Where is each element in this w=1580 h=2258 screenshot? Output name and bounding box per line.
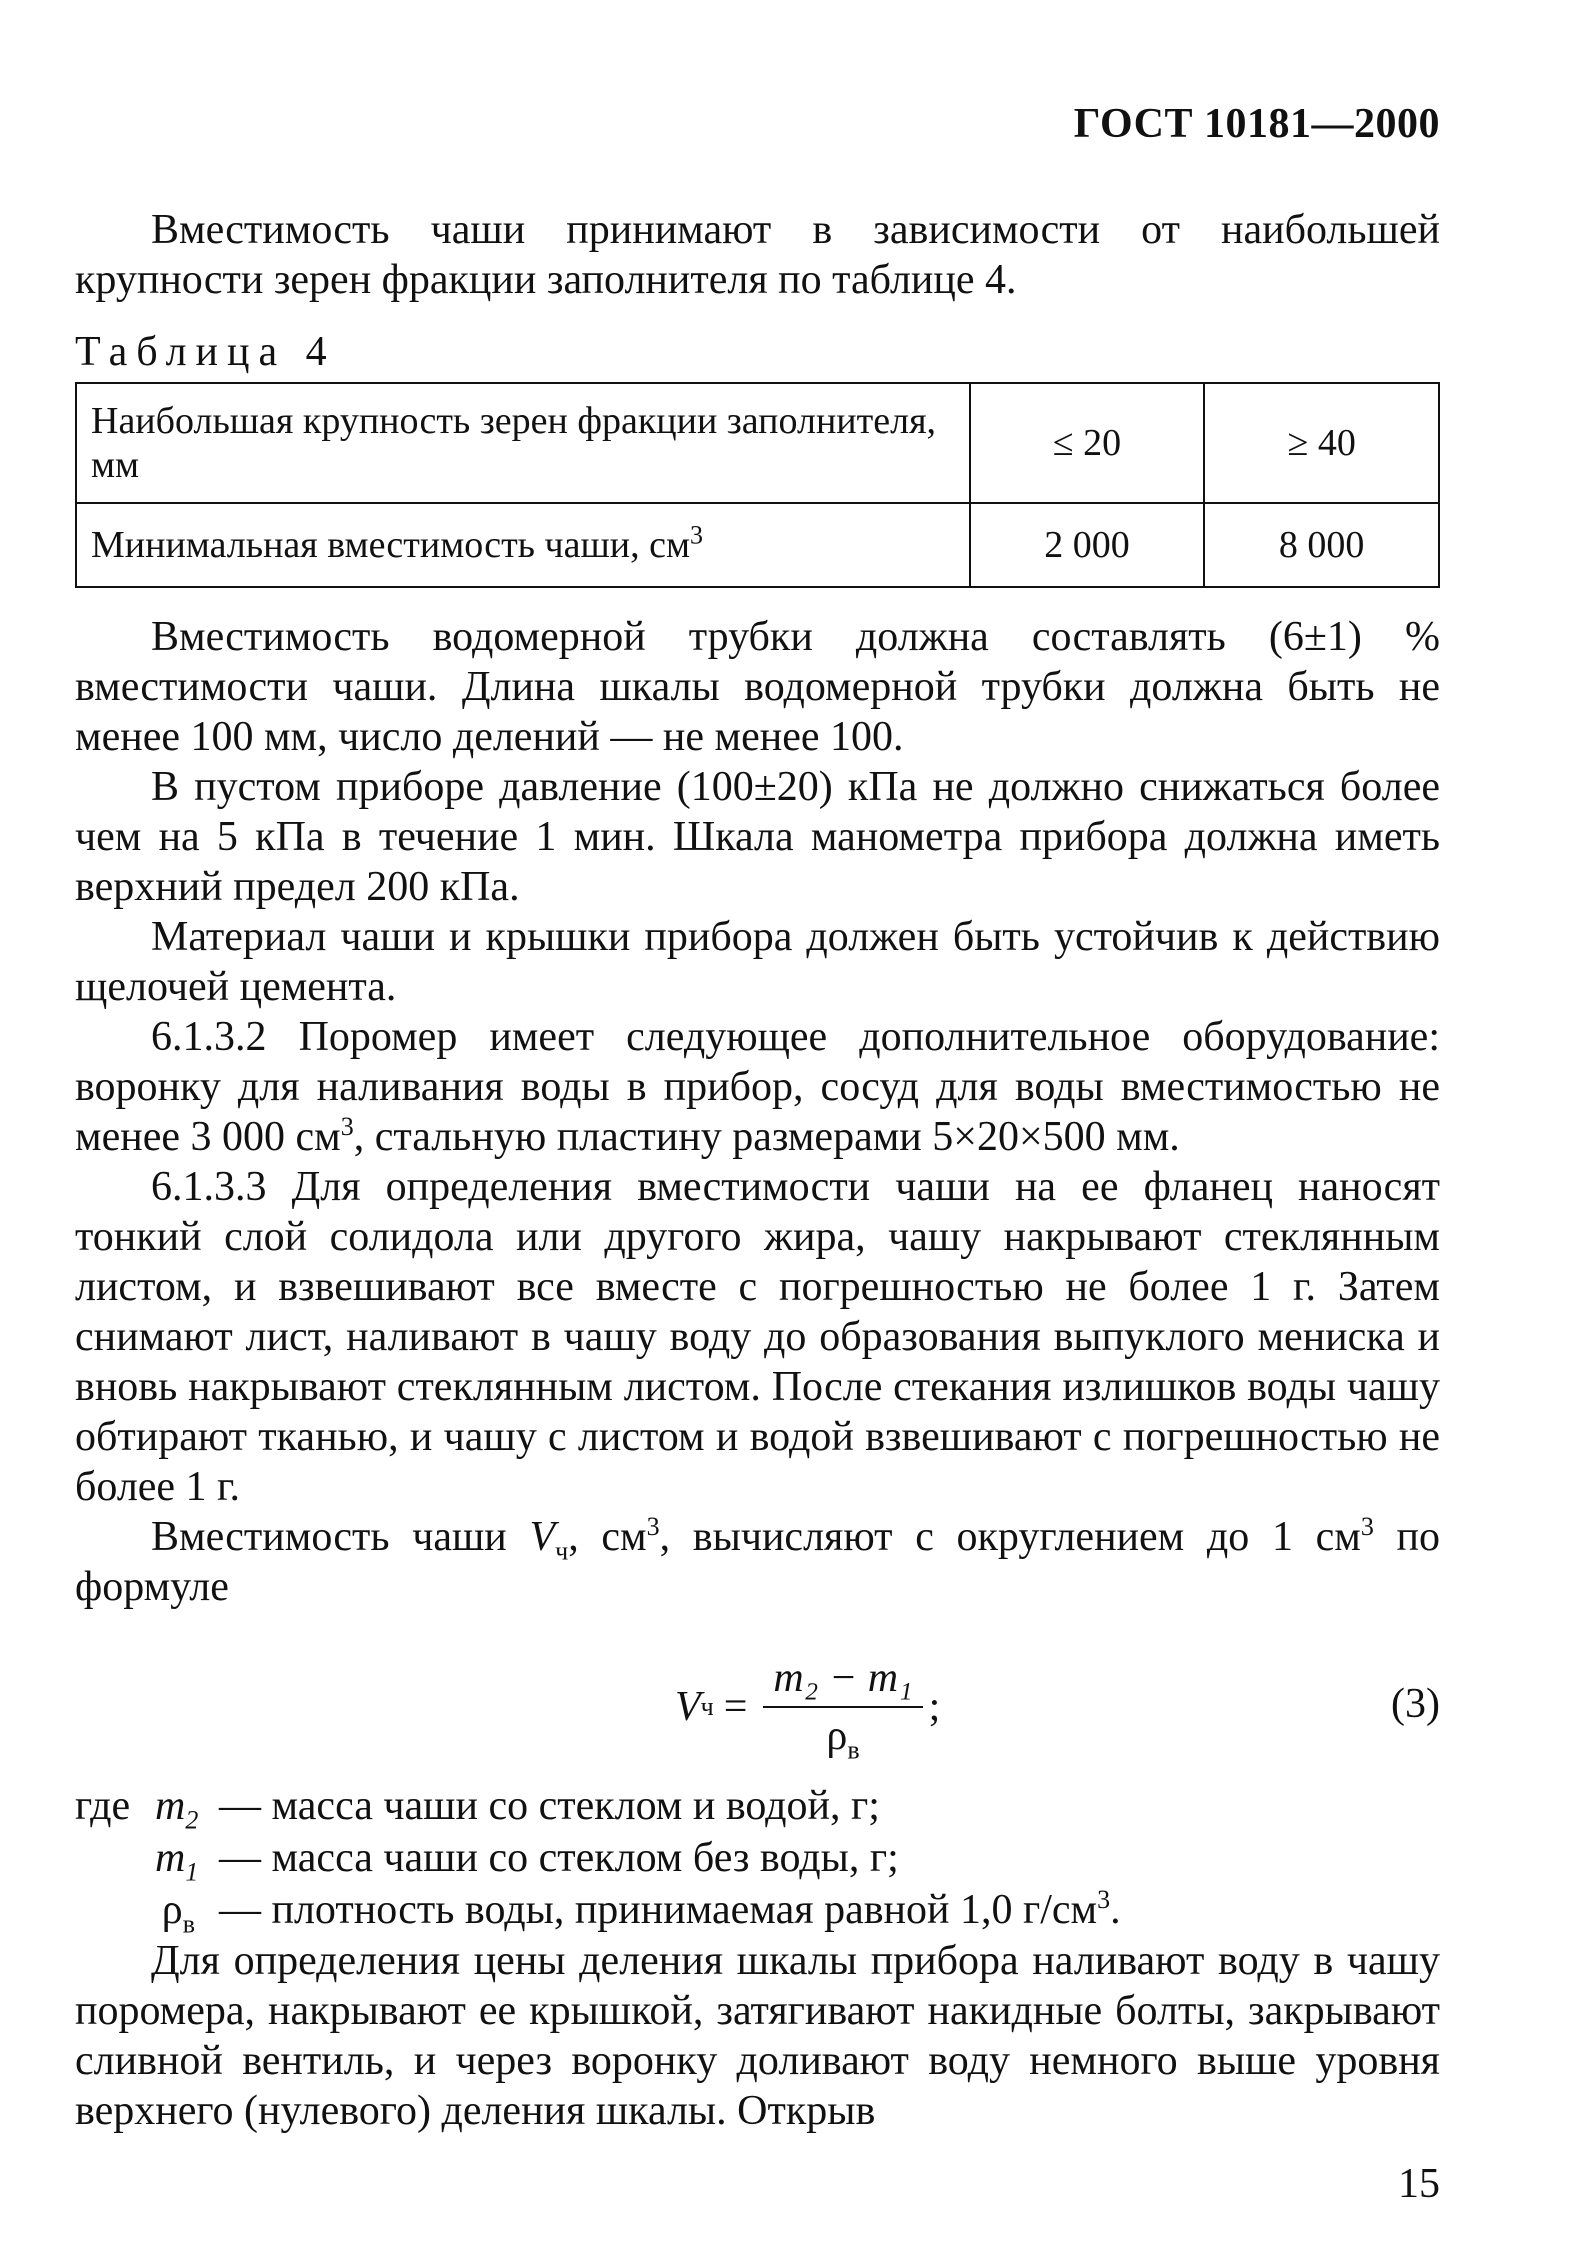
paragraph-pressure: В пустом приборе давление (100±20) кПа не должно снижаться более чем на 5 кПа в течение 1 мин. Шкала манометра прибора должна иметь верхний предел 200 кПа. [75, 764, 1440, 910]
table-4 [75, 382, 1440, 588]
definition-row: где $m_2$ — масса чаши со стеклом и водой, г; [75, 1783, 880, 1835]
paragraph-6-1-3-2: 6.1.3.2 Поромер имеет следующее дополнительное оборудование: воронку для наливания воды в прибор, сосуд для воды вместимостью не менее 3 000 $см^3$, стальную пластину размерами 5×20×500 мм. [75, 1014, 1440, 1160]
paragraph-capacity-formula-intro: Вместимость чаши $V_ч$, $см^3$, вычисляют с округлением до 1 $см^3$ по формуле [75, 1512, 1441, 1610]
paragraph-scale-division: Для определения цены деления шкалы прибора наливают воду в чашу поромера, накрывают ее крышкой, затягивают накидные болты, закрывают сливной вентиль, и через воронку доливают воду немного выше уровня верхнего (нулевого) деления шкалы. Открыв [75, 1938, 1440, 2134]
table-cell-value: ≤ 20 [970, 383, 1205, 503]
paragraph-6-1-3-3: 6.1.3.3 Для определения вместимости чаши на ее фланец наносят тонкий слой солидола или другого жира, чашу накрывают стеклянным листом, и взвешивают все вместе с погрешностью не более 1 г. Затем снимают лист, наливают в чашу воду до образования выпуклого мениска и вновь накрывают стеклянным листом. После стекания излишков воды чашу обтирают тканью, и чашу с листом и водой взвешивают с погрешностью не более 1 г. [75, 1164, 1440, 1510]
intro-paragraph [75, 205, 1440, 305]
paragraph-tube-capacity: Вместимость водомерной трубки должна составлять (6±1) % вместимости чаши. Длина шкалы водомерной трубки должна быть не менее 100 мм, число делений — не менее 100. [75, 614, 1440, 760]
definition-row: $\rho_в$ — плотность воды, принимаемая равной 1,0 $г/см^3$. [161, 1885, 1121, 1939]
closing-text [75, 1936, 1440, 2136]
table-cell-value: 2 000 [970, 503, 1205, 587]
formula-3 [75, 1640, 1440, 1780]
table-cell-label: Наибольшая крупность зерен фракции заполнителя, мм [76, 383, 970, 503]
table-caption: Таблица 4 [75, 329, 336, 375]
table-row [76, 503, 1439, 587]
variable-definitions [75, 1780, 1121, 1939]
definition-row: $m_1$ — масса чаши со стеклом без воды, г; [155, 1835, 899, 1887]
table-cell-value: ≥ 40 [1204, 383, 1439, 503]
paragraph-material: Материал чаши и крышки прибора должен быть устойчив к действию щелочей цемента. [75, 914, 1440, 1010]
table-cell-value: 8 000 [1204, 503, 1439, 587]
table-cell-label: Минимальная вместимость чаши, $см^3$ [76, 503, 970, 587]
page-number: 15 [1398, 2161, 1440, 2207]
table-row [76, 383, 1439, 503]
standard-header: ГОСТ 10181—2000 [1073, 101, 1440, 147]
paragraph-table-reference: Вместимость чаши принимают в зависимости от наибольшей крупности зерен фракции заполнителя по таблице 4. [75, 207, 1440, 303]
body-text [75, 612, 1440, 1612]
formula-fraction: $\frac{\text{m₂ − m₁}}{\rho_в}$ [763, 1654, 922, 1760]
formula-expression: V ч = $\frac{\text{m₂ − m₁}}{\rho_в}$ ; [675, 1655, 941, 1765]
equation-number: (3) [1391, 1681, 1440, 1727]
